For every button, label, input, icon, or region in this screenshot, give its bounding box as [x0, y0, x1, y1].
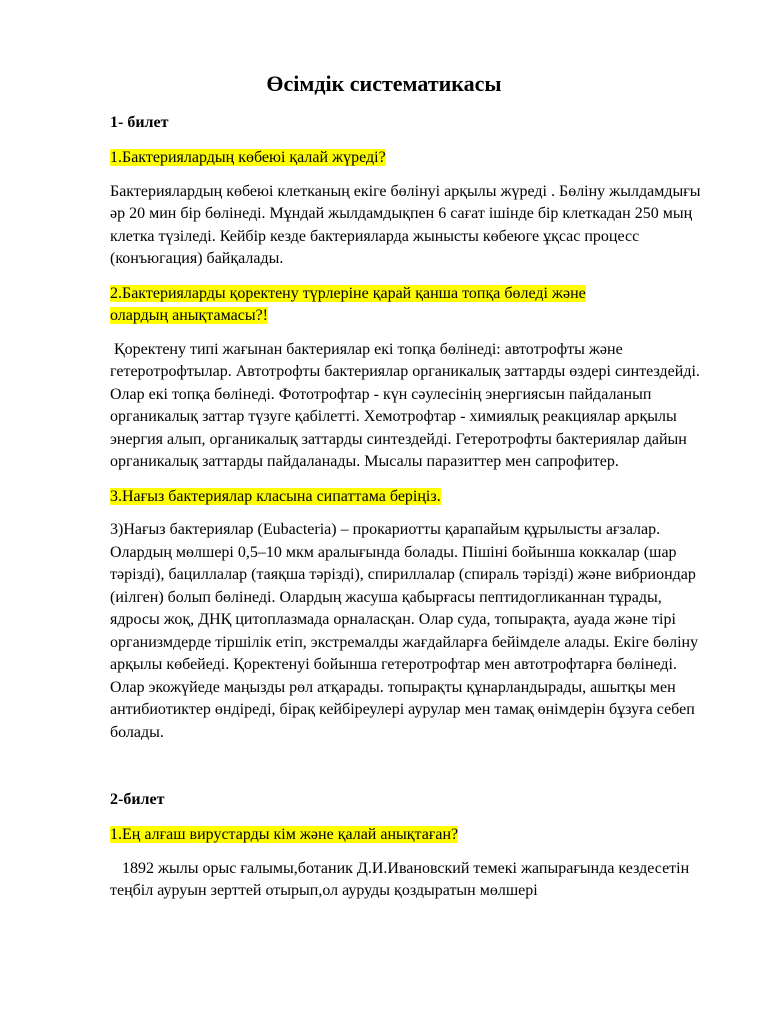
- ticket-1-question-1: [110, 147, 710, 170]
- ticket-1-answer-3: 3)Нағыз бактериялар (Eubacteria) – прокариотты қарапайым құрылысты ағзалар. Олардың мөлшері 0,5–10 мкм аралығында болады. Пішіні бойынша коккалар (шар тәрізді), бациллалар (таяқша тәрізді), спириллалар (спираль тәрізді) және вибриондар (иілген) болып бөлінеді. Олардың жасуша қабырғасы пептидогликаннан тұрады, ядросы жоқ, ДНҚ цитоплазмада орналасқан. Олар суда, топырақта, ауада және тірі организмдерде тіршілік етіп, экстремалды жағдайларға бейімделе алады. Екіге бөліну арқылы көбейеді. Қоректенуі бойынша гетеротрофтар мен автотрофтарға бөлінеді. Олар экожүйеде маңызды рөл атқарады. топырақты құнарландырады, ашытқы мен антибиотиктер өндіреді, бірақ кейбіреулері аурулар мен тамақ өнімдерін бұзуға себеп болады.: [110, 521, 699, 741]
- question-highlight: 1.Ең алғаш вирустарды кім және қалай анықтаған?: [110, 826, 459, 843]
- ticket-2-question-1: [110, 824, 710, 847]
- ticket-1-answer-1: Бактериялардың көбеюі клетканың екіге бөлінуі арқылы жүреді . Бөліну жылдамдығы әр 20 мин бір бөлінеді. Мұндай жылдамдықпен 6 сағат ішінде бір клеткадан 250 мың клетка түзіледі. Кейбір кезде бактерияларда жынысты көбеюге ұқсас процесс (конъюгация) байқалады.: [110, 182, 701, 267]
- ticket-2-heading: 2-билет: [110, 791, 165, 808]
- ticket-1-question-2: [110, 283, 710, 328]
- ticket-2-answer-1: 1892 жылы орыс ғалымы,ботаник Д.И.Ивановский темекі жапырағында кездесетін теңбіл ауруын зерттей отырып,ол ауруды қоздыратын мөлшері: [110, 859, 690, 899]
- question-highlight-line-2: олардың анықтамасы?!: [110, 307, 268, 324]
- question-highlight-line-1: 2.Бактерияларды қоректену түрлеріне қарай қанша топқа бөледі және: [110, 284, 586, 302]
- question-highlight: 3.Нағыз бактериялар класына сипаттама беріңіз.: [110, 487, 441, 505]
- ticket-1-question-3: [110, 486, 710, 509]
- question-highlight: 1.Бактериялардың көбеюі қалай жүреді?: [110, 149, 386, 166]
- document-body: [110, 112, 710, 903]
- document-title: Өсімдік систематикасы: [266, 71, 502, 96]
- ticket-1-answer-2: Қоректену типі жағынан бактериялар екі топқа бөлінеді: автотрофты және гетеротрофтылар. Автотрофты бактериялар органикалық заттарды өздері синтездейді. Олар екі топқа бөлінеді. Фототрофтар - күн сәулесінің энергиясын пайдаланып органикалық заттар түзуге қабілетті. Хемотрофтар - химиялық реакциялар арқылы энергия алып, органикалық заттарды синтездейді. Гетеротрофты бактериялар дайын органикалық заттарды пайдаланады. Мысалы паразиттер мен сапрофитер.: [110, 340, 700, 470]
- ticket-1-heading: 1- билет: [110, 114, 169, 131]
